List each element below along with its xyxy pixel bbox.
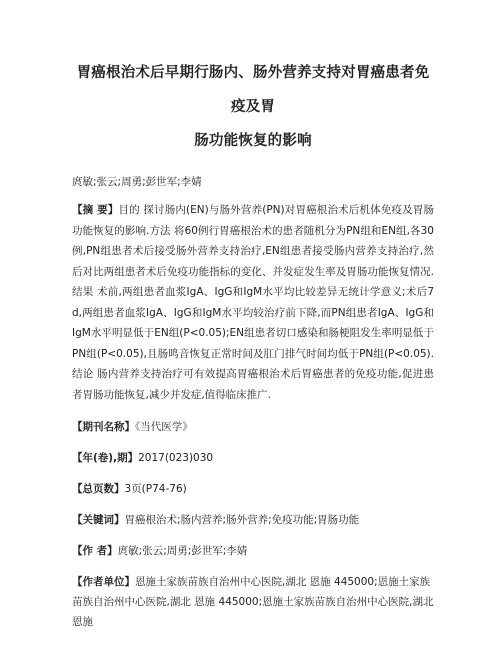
journal-value: 《当代医学》 (135, 421, 193, 433)
author-value: 庹敏;张云;周勇;彭世军;李婧 (117, 545, 248, 557)
author-label: 【作 者】 (72, 545, 118, 557)
keywords-field (72, 510, 434, 530)
author-field (72, 541, 434, 561)
year-label: 【年(卷),期】 (72, 452, 139, 464)
author-list: 庹敏;张云;周勇;彭世军;李婧 (72, 176, 202, 188)
pages-value: 3页(P74-76) (124, 483, 187, 495)
abstract-text: 目的 探讨肠内(EN)与肠外营养(PN)对胃癌根治术后机体免疫及胃肠功能恢复的影响.方法 将60例行胃癌根治术的患者随机分为PN组和EN组,各30例,PN组患者术后接受肠外营养支持治疗,EN组患者接受肠内营养支持治疗,然后对比两组患者术后免疫功能指标的变化、并发症发生率及胃肠功能恢复情况.结果 术前,两组患者血浆IgA、IgG和IgM水平均比较差异无统计学意义;术后7 d,两组患者血浆IgA、IgG和IgM水平均较治疗前下降,而PN组患者IgA、IgG和IgM水平明显低于EN组(P<0.05);EN组患者切口感染和肠梗阻发生率明显低于PN组(P<0.05),且肠鸣音恢复正常时间及肛门排气时间均低于PN组(P<0.05).结论 肠内营养支持治疗可有效提高胃癌根治术后胃癌患者的免疫功能,促进患者胃肠功能恢复,减少并发症,值得临床推广. (72, 204, 435, 401)
pages-label: 【总页数】 (72, 483, 125, 495)
affiliation-value: 恩施土家族苗族自治州中心医院,湖北 恩施 445000;恩施土家族苗族自治州中心医院,湖北 恩施 445000;恩施土家族苗族自治州中心医院,湖北 恩施 (72, 576, 434, 628)
affiliation-field (72, 572, 434, 632)
title-line-1: 胃癌根治术后早期行肠内、肠外营养支持对胃癌患者免疫及胃 (76, 65, 430, 115)
abstract (72, 200, 434, 405)
keywords-value: 胃癌根治术;肠内营养;肠外营养;免疫功能;胃肠功能 (124, 514, 360, 526)
pages-field (72, 479, 434, 499)
year-value: 2017(023)030 (138, 452, 214, 464)
paper-title (72, 56, 434, 158)
affiliation-label: 【作者单位】 (72, 576, 135, 588)
year-field (72, 448, 434, 468)
journal-field (72, 417, 434, 437)
abstract-label: 【摘 要】 (72, 204, 119, 216)
keywords-label: 【关键词】 (72, 514, 125, 526)
journal-label: 【期刊名称】 (72, 421, 135, 433)
title-line-2: 肠功能恢复的影响 (194, 133, 312, 149)
